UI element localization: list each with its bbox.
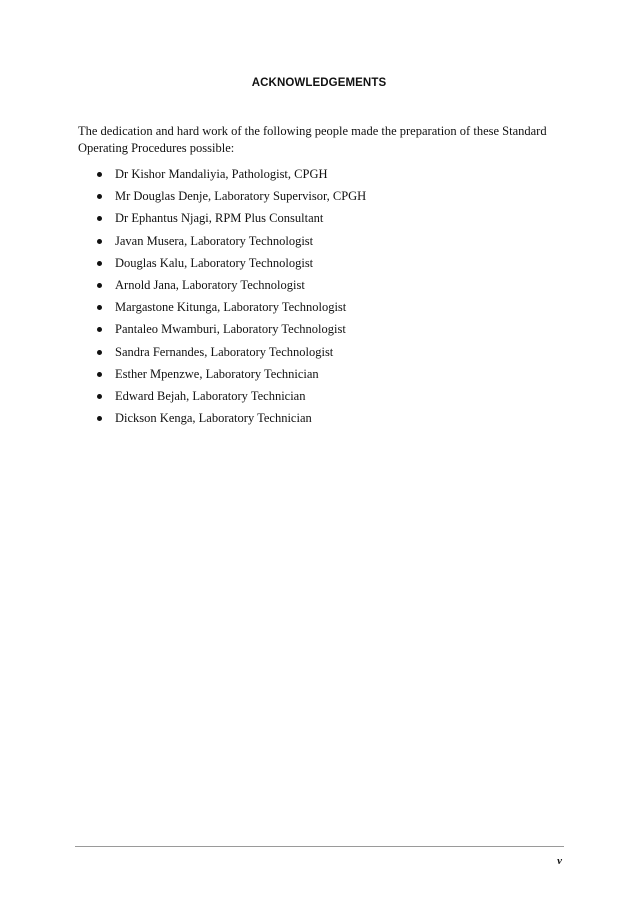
page-heading: ACKNOWLEDGEMENTS <box>251 77 387 89</box>
bullet-icon <box>97 372 102 377</box>
bullet-icon <box>97 416 102 421</box>
list-item <box>95 277 366 299</box>
list-item <box>95 388 366 410</box>
bullet-icon <box>97 350 102 355</box>
list-item <box>95 321 366 343</box>
person-entry: Douglas Kalu, Laboratory Technologist <box>115 255 314 270</box>
list-item <box>95 410 366 432</box>
person-entry: Sandra Fernandes, Laboratory Technologist <box>115 344 334 359</box>
person-entry: Dickson Kenga, Laboratory Technician <box>115 411 312 426</box>
list-item <box>95 188 366 210</box>
list-item <box>95 210 366 232</box>
person-entry: Javan Musera, Laboratory Technologist <box>115 233 314 248</box>
person-entry: Dr Ephantus Njagi, RPM Plus Consultant <box>115 211 324 226</box>
bullet-icon <box>97 172 102 177</box>
person-entry: Arnold Jana, Laboratory Technologist <box>115 277 305 292</box>
acknowledged-people-list <box>95 166 366 432</box>
person-entry: Mr Douglas Denje, Laboratory Supervisor, CPGH <box>115 189 367 204</box>
person-entry: Esther Mpenzwe, Laboratory Technician <box>115 366 319 381</box>
bullet-icon <box>97 305 102 310</box>
bullet-icon <box>97 283 102 288</box>
list-item <box>95 166 366 188</box>
bullet-icon <box>97 394 102 399</box>
bullet-icon <box>97 261 102 266</box>
person-entry: Pantaleo Mwamburi, Laboratory Technologist <box>115 322 346 337</box>
list-item <box>95 344 366 366</box>
list-item <box>95 299 366 321</box>
list-item <box>95 233 366 255</box>
person-entry: Margastone Kitunga, Laboratory Technologist <box>115 300 347 315</box>
person-entry: Edward Bejah, Laboratory Technician <box>115 388 306 403</box>
bullet-icon <box>97 239 102 244</box>
footer-divider <box>75 846 564 847</box>
person-entry: Dr Kishor Mandaliyia, Pathologist, CPGH <box>115 167 328 181</box>
intro-paragraph: The dedication and hard work of the following people made the preparation of these Standard Operating Procedures possible: <box>78 124 547 155</box>
list-item <box>95 366 366 388</box>
bullet-icon <box>97 216 102 221</box>
bullet-icon <box>97 194 102 199</box>
list-item <box>95 255 366 277</box>
page-number: v <box>557 855 562 867</box>
bullet-icon <box>97 327 102 332</box>
